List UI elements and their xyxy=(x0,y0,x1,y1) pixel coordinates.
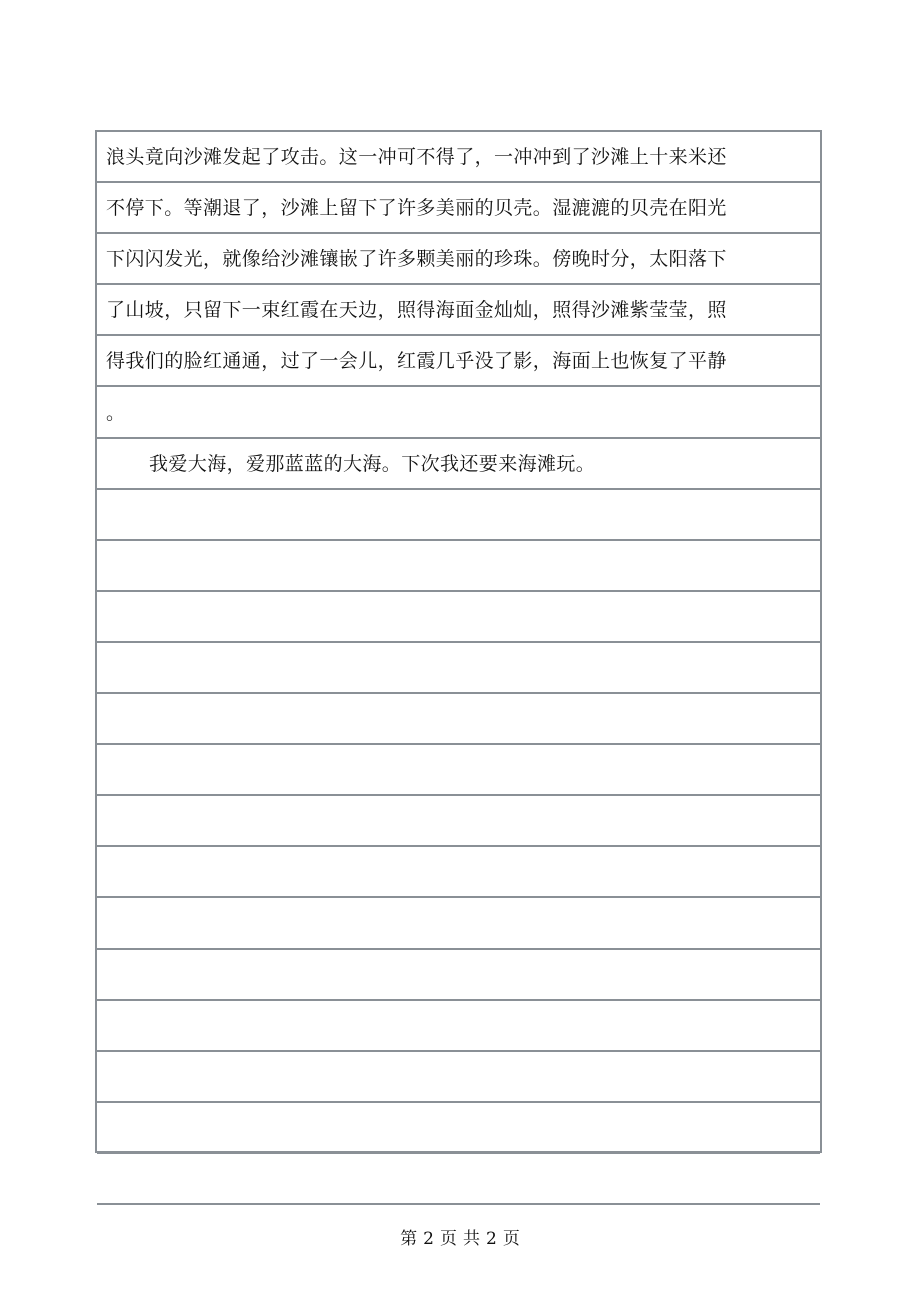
writing-row xyxy=(97,745,820,796)
writing-row xyxy=(97,439,820,490)
writing-row xyxy=(97,336,820,387)
page-footer xyxy=(0,1228,920,1250)
writing-row xyxy=(97,490,820,541)
writing-row xyxy=(97,132,820,183)
footer-page-word-2: 页 xyxy=(502,1229,520,1249)
writing-row xyxy=(97,643,820,694)
writing-row xyxy=(97,847,820,898)
writing-row xyxy=(97,1103,820,1154)
writing-row xyxy=(97,285,820,336)
writing-row xyxy=(97,388,820,439)
row-text: 我爱大海，爱那蓝蓝的大海。下次我还要来海滩玩。 xyxy=(149,452,596,475)
writing-row xyxy=(97,1052,820,1103)
writing-row xyxy=(97,694,820,745)
writing-row xyxy=(97,796,820,847)
footer-prefix: 第 xyxy=(400,1229,418,1249)
writing-row xyxy=(97,899,820,950)
footer-current-page: 2 xyxy=(423,1229,434,1249)
row-text: 浪头竟向沙滩发起了攻击。这一冲可不得了，一冲冲到了沙滩上十来米还 xyxy=(106,146,727,168)
writing-row xyxy=(97,1001,820,1052)
row-text: 了山坡，只留下一束红霞在天边，照得海面金灿灿，照得沙滩紫莹莹，照 xyxy=(106,299,727,322)
writing-row xyxy=(97,541,820,592)
row-text: 不停下。等潮退了，沙滩上留下了许多美丽的贝壳。湿漉漉的贝壳在阳光 xyxy=(106,197,727,220)
footer-page-word: 页 xyxy=(440,1229,457,1249)
writing-row xyxy=(97,234,820,285)
footer-total-word: 共 xyxy=(463,1229,480,1249)
writing-row xyxy=(97,183,820,234)
footer-total-pages: 2 xyxy=(486,1229,497,1249)
writing-row xyxy=(97,592,820,643)
writing-row xyxy=(97,1154,820,1205)
ruled-lines xyxy=(97,132,820,1151)
writing-row xyxy=(97,950,820,1001)
lined-writing-sheet xyxy=(95,130,822,1153)
row-text: 。 xyxy=(106,401,126,424)
row-text: 得我们的脸红通通，过了一会儿，红霞几乎没了影，海面上也恢复了平静 xyxy=(106,350,727,373)
row-text: 下闪闪发光，就像给沙滩镶嵌了许多颗美丽的珍珠。傍晚时分，太阳落下 xyxy=(106,248,727,271)
